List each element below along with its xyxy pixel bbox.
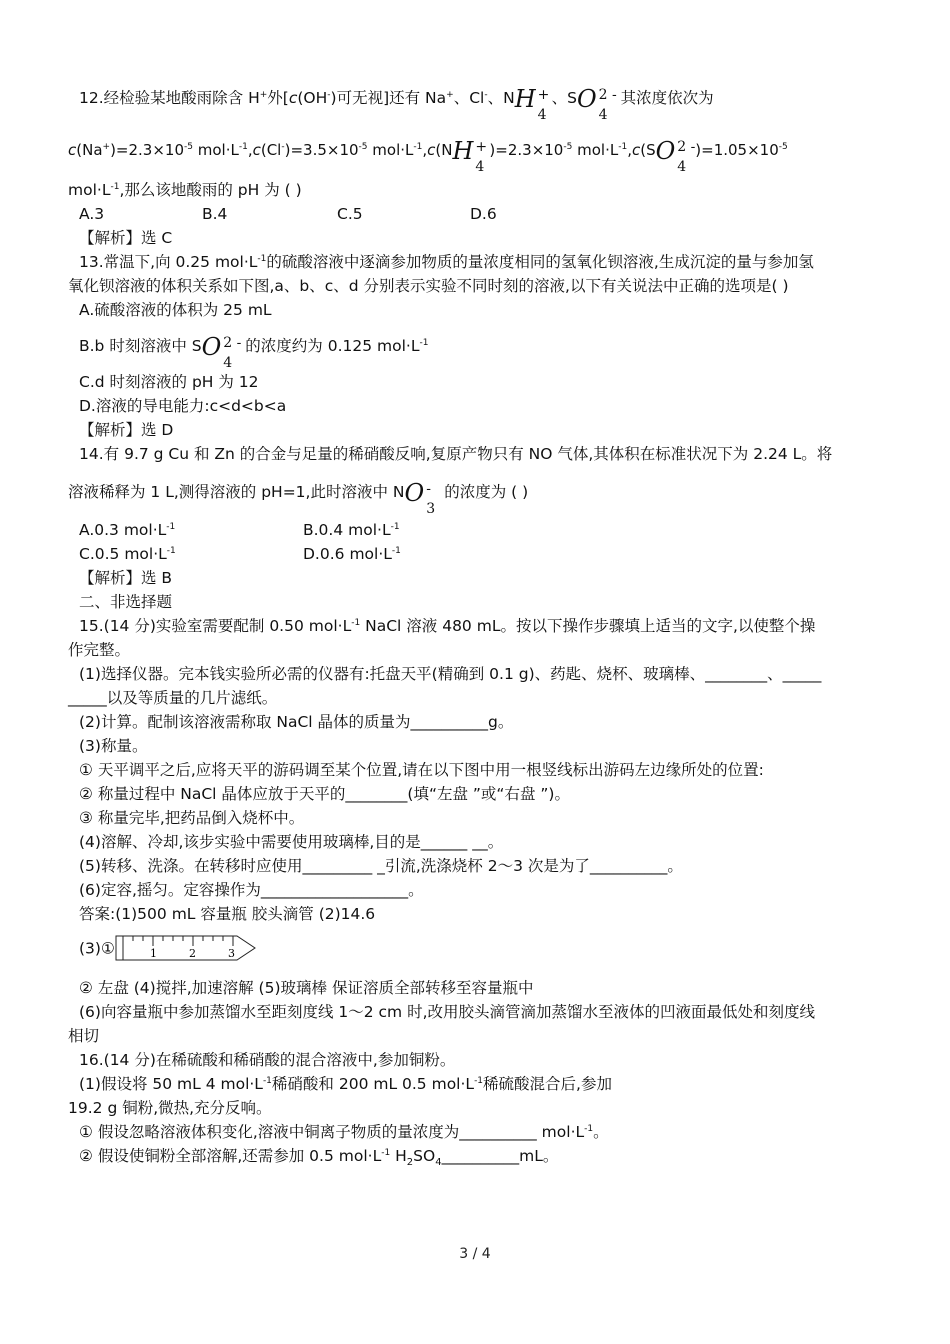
q15-part5: (5)转移、洗涤。在转移时应使用_________ _引流,洗涤烧杯 2～3 次是为了__________。 [79,857,683,875]
q15-part4: (4)溶解、冷却,该步实验中需要使用玻璃棒,目的是______ __。 [79,833,504,851]
q12-option-b: B.4 [202,205,228,223]
so4-ion: O 2 - 4 [655,136,696,175]
nh4-ion: H + 4 [514,84,550,123]
q14-answer: 【解析】选 B [79,569,173,587]
so4-ion: O 2 - 4 [201,332,242,371]
q13-option-b: B.b 时刻溶液中 SO 2 - 4 的浓度约为 0.125 $mol\cdot L^{-1}$ [68,326,880,366]
q12-option-a: A.3 [79,205,105,223]
q16-part1-2: ② 假设使铜粉全部溶解,还需参加 0.5 $mol\cdot L^{-1}$ $H_2SO_4\_\_\_\_\_\_\_\_\_\_mL$。 [79,1147,559,1169]
q14-option-d: D.0.6 $mol\cdot L^{-1}$ [303,545,401,563]
q15-part1: (1)选择仪器。完本钱实验所必需的仪器有:托盘天平(精确到 0.1 g)、药匙、烧杯、玻璃棒、________、_____ [79,665,822,683]
q15-part3-3: ③ 称量完毕,把药品倒入烧杯中。 [79,809,305,827]
q13-option-c: C.d 时刻溶液的 pH 为 12 [79,373,259,391]
nh4-ion: H + 4 [452,136,488,175]
q16-part1-cont: 19.2 g 铜粉,微热,充分反响。 [68,1099,272,1117]
q13-line2: 氧化钡溶液的体积关系如下图,a、b、c、d 分别表示实验不同时刻的溶液,以下有关说法中正确的选项是( ) [68,277,789,295]
ruler-tick-2: 2 [188,946,196,960]
q14-line2: 溶液稀释为 1 L,测得溶液的 pH=1,此时溶液中 NO - 3 的浓度为 ( ) [68,472,880,512]
q14-option-a: A.0.3 $mol\cdot L^{-1}$ [79,521,176,539]
q16-line1: 16.(14 分)在稀硫酸和稀硝酸的混合溶液中,参加铜粉。 [79,1051,456,1069]
q12-option-c: C.5 [337,205,363,223]
so4-ion: O 2 - 4 [576,84,617,123]
q12-line3: $mol\cdot L^{-1}$,那么该地酸雨的 pH 为 ( ) [68,181,302,199]
no3-ion: O - 3 [404,478,436,517]
q12-answer: 【解析】选 C [79,229,173,247]
ruler-tick-3: 3 [227,946,235,960]
q12-line1: 12.经检验某地酸雨除含 H+外[c(OH-)可无视]还有 Na+、Cl-、NH + 4 、SO 2 - 4 其浓度依次为 [68,78,880,118]
q15-answer-4: (6)向容量瓶中参加蒸馏水至距刻度线 1～2 cm 时,改用胶头滴管滴加蒸馏水至液体的凹液面最低处和刻度线 [79,1003,816,1021]
q15-line2: 作完整。 [68,641,131,659]
q12-line2: $c(Na^+)=2.3\times 10^{-5}$ $mol\cdot L^{-1},c(Cl^-)=3.5\times 10^{-5}$ $mol\cdot L^{-1},c(NH$ + 4 )$=2.3\times 10^{-5}$ $mol\cdot L^{-1},c(SO$ 2 - 4 )$=1.05\times 10^{-5}$ [68,130,880,170]
q15-part6: (6)定容,摇匀。定容操作为___________________。 [79,881,424,899]
q14-options-row1 [68,518,880,542]
q12-option-d: D.6 [470,205,497,223]
q14-line1: 14.有 9.7 g Cu 和 Zn 的合金与足量的稀硝酸反响,复原产物只有 NO 气体,其体积在标准状况下为 2.24 L。将 [79,445,833,463]
q13-answer: 【解析】选 D [79,421,174,439]
q15-answer-4-cont: 相切 [68,1027,100,1045]
q13-option-a: A.硫酸溶液的体积为 25 mL [79,301,272,319]
q15-answer-3: ② 左盘 (4)搅拌,加速溶解 (5)玻璃棒 保证溶质全部转移至容量瓶中 [79,979,534,997]
section-heading: 二、非选择题 [79,593,173,611]
q16-part1: (1)假设将 50 mL 4 $mol\cdot L^{-1}$稀硝酸和 200 mL 0.5 $mol\cdot L^{-1}$稀硫酸混合后,参加 [79,1075,612,1093]
q15-answer-2: (3)① 1 2 3 [68,926,880,970]
q15-part3: (3)称量。 [79,737,148,755]
q14-options-row2 [68,542,880,566]
page-number: 3 / 4 [459,1246,491,1262]
balance-ruler [115,934,257,964]
q16-part1-1: ① 假设忽略溶液体积变化,溶液中铜离子物质的量浓度为__________ $mol\cdot L^{-1}$。 [79,1123,609,1141]
q14-option-b: B.0.4 $mol\cdot L^{-1}$ [303,521,400,539]
q15-part2: (2)计算。配制该溶液需称取 NaCl 晶体的质量为__________g。 [79,713,514,731]
q15-answer-1: 答案:(1)500 mL 容量瓶 胶头滴管 (2)14.6 [79,905,376,923]
ruler-tick-1: 1 [149,946,157,960]
q15-line1: 15.(14 分)实验室需要配制 0.50 $mol\cdot L^{-1}$ NaCl 溶液 480 mL。按以下操作步骤填上适当的文字,以使整个操 [79,617,816,635]
q15-part3-2: ② 称量过程中 NaCl 晶体应放于天平的________(填“左盘 ”或“右盘 ”)。 [79,785,570,803]
q13-line1: 13.常温下,向 0.25 $mol\cdot L^{-1}$的硫酸溶液中逐滴参加物质的量浓度相同的氢氧化钡溶液,生成沉淀的量与参加氢 [79,253,814,271]
q15-part3-1: ① 天平调平之后,应将天平的游码调至某个位置,请在以下图中用一根竖线标出游码左边缘所处的位置: [79,761,764,779]
q13-option-d: D.溶液的导电能力:c<d<b<a [79,397,287,415]
page-content [68,80,880,1168]
q14-option-c: C.0.5 $mol\cdot L^{-1}$ [79,545,176,563]
q15-part1-cont: _____以及等质量的几片滤纸。 [68,689,278,707]
q12-options [68,202,880,226]
